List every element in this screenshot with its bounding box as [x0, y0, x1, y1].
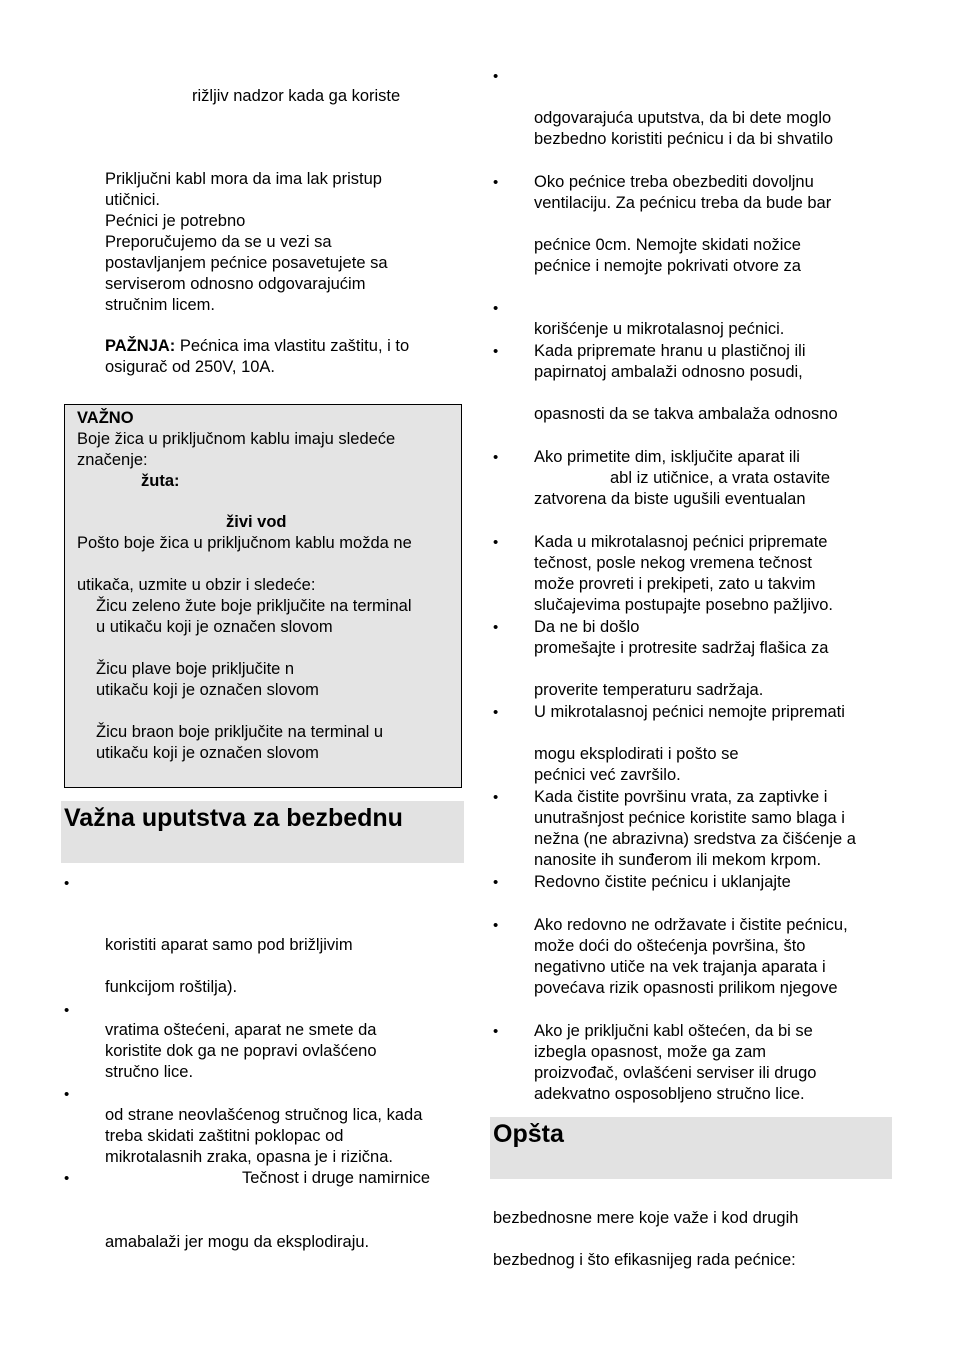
box-line: u utikaču koji je označen slovom: [96, 618, 333, 636]
text-line: tečnost, posle nekog vremena tečnost: [534, 554, 812, 572]
box-line: utikača, uzmite u obzir i sledeće:: [77, 576, 316, 594]
text-line: nežna (ne abrazivna) sredstva za čišćenje a: [534, 830, 856, 848]
section-heading: Važna uputstva za bezbednu: [64, 804, 403, 832]
text-line: Priključni kabl mora da ima lak pristup: [105, 170, 382, 188]
bullet: •: [493, 534, 499, 551]
text-line: papirnatoj ambalaži odnosno posudi,: [534, 363, 803, 381]
text-line: stručnim licem.: [105, 296, 216, 314]
bullet: •: [64, 1170, 70, 1187]
text-line: Ako redovno ne održavate i čistite pećnicu,: [534, 916, 848, 934]
bullet: •: [493, 174, 499, 191]
text-line: bezbednog i što efikasnijeg rada pećnice:: [493, 1251, 796, 1269]
text-line: osigurač od 250V, 10A.: [105, 358, 276, 376]
bullet: •: [64, 1002, 70, 1019]
warning-text: Pećnica ima vlastitu zaštitu, i to: [175, 337, 410, 355]
warning-label: PAŽNJA:: [105, 337, 176, 355]
text-line: koristite dok ga ne popravi ovlašćeno: [105, 1042, 377, 1060]
bullet: •: [64, 875, 70, 892]
text-line: Da ne bi došlo: [534, 618, 640, 636]
box-line: Žicu plave boje priključite n: [96, 660, 295, 678]
text-line: funkcijom roštilja).: [105, 978, 238, 996]
text-line: od strane neovlašćenog stručnog lica, kada: [105, 1106, 423, 1124]
box-line: živi vod: [226, 513, 287, 531]
text-line: izbegla opasnost, može ga zam: [534, 1043, 767, 1061]
text-line: stručno lice.: [105, 1063, 194, 1081]
text-line: proverite temperaturu sadržaja.: [534, 681, 764, 699]
box-line: Žicu zeleno žute boje priključite na terminal: [96, 597, 412, 615]
text-line: Kada čistite površinu vrata, za zaptivke i: [534, 788, 828, 806]
text-line: slučajevima postupajte posebno pažljivo.: [534, 596, 834, 614]
text-line: Kada pripremate hranu u plastičnoj ili: [534, 342, 806, 360]
bullet: •: [64, 1086, 70, 1103]
text-line: proizvođač, ovlašćeni serviser ili drugo: [534, 1064, 817, 1082]
text-line: U mikrotalasnoj pećnici nemojte pripremati: [534, 703, 845, 721]
text-line: Kada u mikrotalasnoj pećnici pripremate: [534, 533, 828, 551]
box-line: Boje žica u priključnom kablu imaju sledeće: [77, 430, 396, 448]
warning-line: [105, 336, 409, 357]
bullet: •: [493, 68, 499, 85]
text-line: Pećnici je potrebno: [105, 212, 246, 230]
text-line: mikrotalasnih zraka, opasna je i rizična.: [105, 1148, 393, 1166]
text-line: bezbedno koristiti pećnicu i da bi shvatilo: [534, 130, 834, 148]
bullet: •: [493, 619, 499, 636]
section-heading: Opšta: [493, 1120, 564, 1148]
text-line: koristiti aparat samo pod brižljivim: [105, 936, 353, 954]
text-line: postavljanjem pećnice posavetujete sa: [105, 254, 388, 272]
text-line: zatvorena da biste ugušili eventualan: [534, 490, 806, 508]
bullet: •: [493, 1023, 499, 1040]
box-line: značenje:: [77, 451, 148, 469]
text-line: mogu eksplodirati i pošto se: [534, 745, 739, 763]
text-line: korišćenje u mikrotalasnoj pećnici.: [534, 320, 785, 338]
text-line: Redovno čistite pećnicu i uklanjajte: [534, 873, 791, 891]
text-line: negativno utiče na vek trajanja aparata i: [534, 958, 826, 976]
bullet: •: [493, 300, 499, 317]
box-line: Pošto boje žica u priključnom kablu možda ne: [77, 534, 412, 552]
text-line: može doći do oštećenja površina, što: [534, 937, 806, 955]
text-line: odgovarajuća uputstva, da bi dete moglo: [534, 109, 832, 127]
bullet: •: [493, 704, 499, 721]
text-line: može provreti i prekipeti, zato u takvim: [534, 575, 816, 593]
bullet: •: [493, 789, 499, 806]
text-line: Tečnost i druge namirnice: [242, 1169, 431, 1187]
bullet: •: [493, 449, 499, 466]
text-line: utičnici.: [105, 191, 161, 209]
text-line: pećnici već završilo.: [534, 766, 681, 784]
text-line: bezbednosne mere koje važe i kod drugih: [493, 1209, 799, 1227]
bullet: •: [493, 343, 499, 360]
text-line: unutrašnjost pećnice koristite samo blaga i: [534, 809, 845, 827]
text-line: povećava rizik opasnosti prilikom njegove: [534, 979, 838, 997]
text-line: nanosite ih sunđerom ili mekom krpom.: [534, 851, 822, 869]
text-line: rižljiv nadzor kada ga koriste: [192, 87, 401, 105]
box-line: žuta:: [141, 472, 180, 490]
text-line: pećnice 0cm. Nemojte skidati nožice: [534, 236, 801, 254]
text-line: promešajte i protresite sadržaj flašica za: [534, 639, 829, 657]
box-line: utikaču koji je označen slovom: [96, 744, 319, 762]
box-title: VAŽNO: [77, 409, 134, 427]
text-line: Ako je priključni kabl oštećen, da bi se: [534, 1022, 813, 1040]
text-line: Ako primetite dim, isključite aparat ili: [534, 448, 800, 466]
text-line: serviserom odnosno odgovarajućim: [105, 275, 366, 293]
bullet: •: [493, 917, 499, 934]
text-line: Oko pećnice treba obezbediti dovoljnu: [534, 173, 814, 191]
box-line: Žicu braon boje priključite na terminal u: [96, 723, 384, 741]
text-line: amabalaži jer mogu da eksplodiraju.: [105, 1233, 370, 1251]
text-line: opasnosti da se takva ambalaža odnosno: [534, 405, 838, 423]
text-line: pećnice i nemojte pokrivati otvore za: [534, 257, 801, 275]
text-line: treba skidati zaštitni poklopac od: [105, 1127, 344, 1145]
text-line: vratima oštećeni, aparat ne smete da: [105, 1021, 377, 1039]
bullet: •: [493, 874, 499, 891]
text-line: Preporučujemo da se u vezi sa: [105, 233, 332, 251]
box-line: utikaču koji je označen slovom: [96, 681, 319, 699]
text-line: abl iz utičnice, a vrata ostavite: [610, 469, 831, 487]
text-line: ventilaciju. Za pećnicu treba da bude bar: [534, 194, 832, 212]
text-line: adekvatno osposobljeno stručno lice.: [534, 1085, 805, 1103]
